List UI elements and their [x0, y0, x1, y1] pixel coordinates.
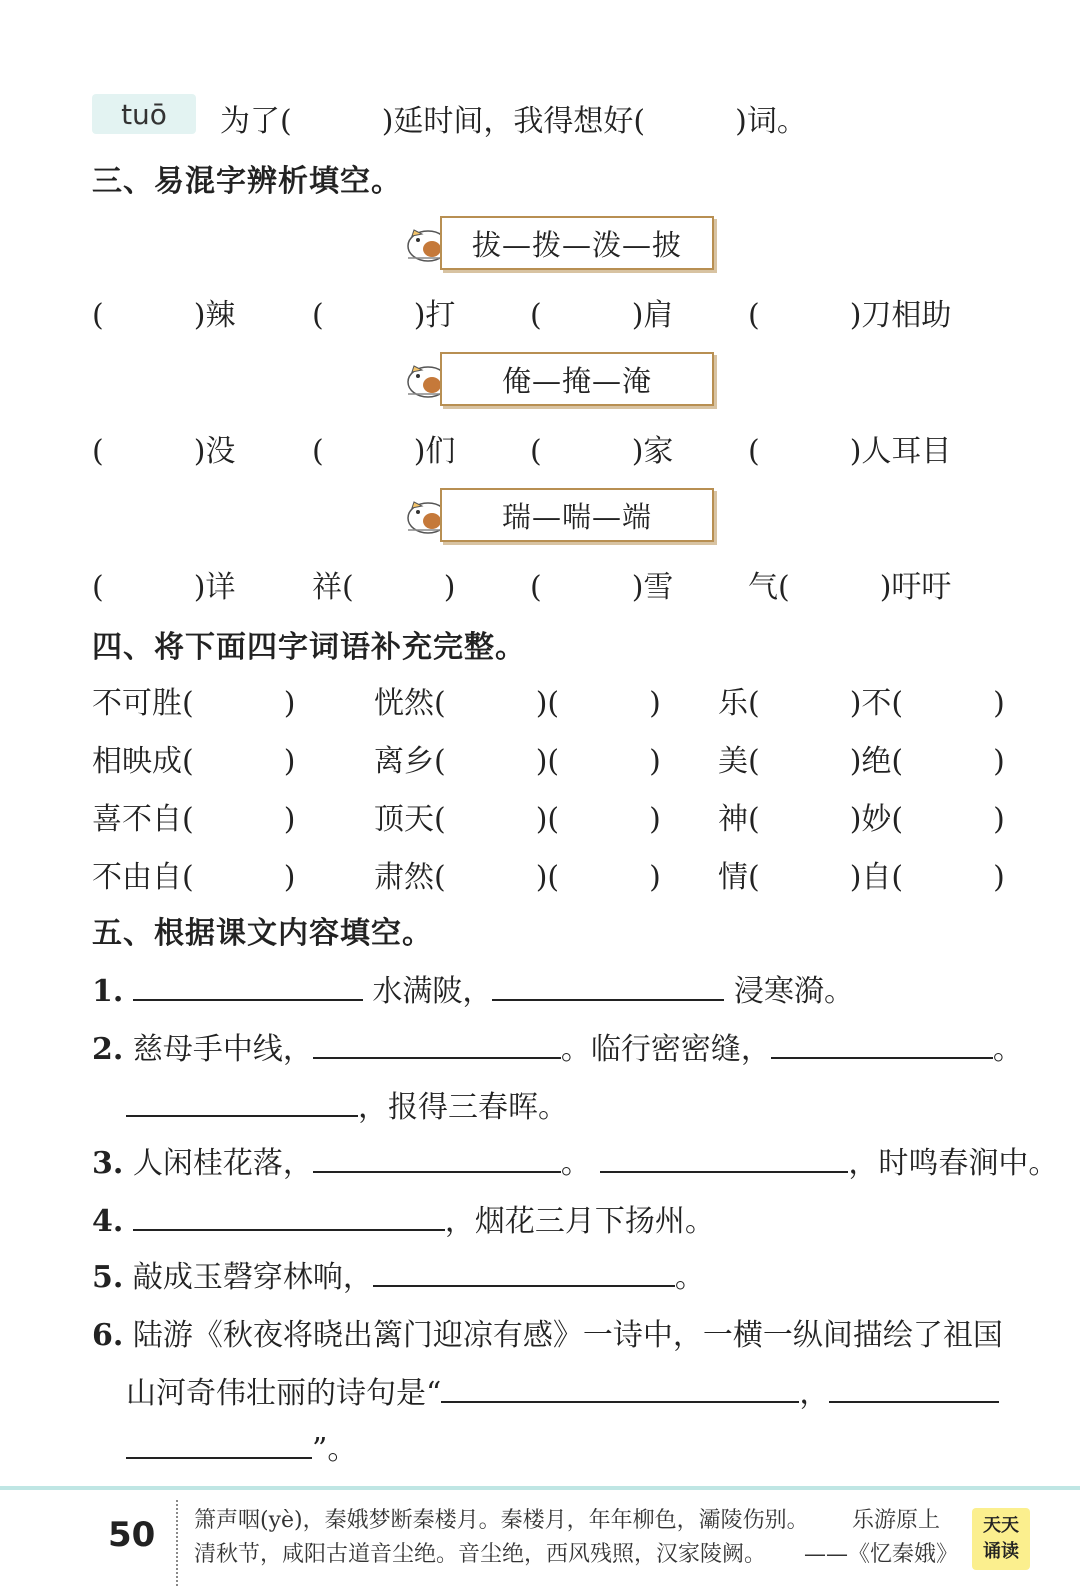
idiom-item: 离乡( )( ): [374, 744, 661, 779]
fill-item: ( )辣: [92, 298, 236, 333]
poem-line-2: 清秋节，咸阳古道音尘绝。音尘绝，西风残照，汉家陵阙。: [194, 1542, 767, 1567]
page-number: 50: [108, 1515, 156, 1555]
fill-item: ( )详: [92, 570, 236, 605]
answer-blank[interactable]: [829, 1371, 999, 1403]
question-6-cont2: [126, 1424, 357, 1468]
question-text: 陆游《秋夜将晓出篱门迎凉有感》一诗中，一横一纵间描绘了祖国: [132, 1318, 1003, 1353]
answer-blank[interactable]: [492, 969, 724, 1001]
answer-blank[interactable]: [313, 1141, 561, 1173]
section-3-title: 三、易混字辨析填空。: [92, 164, 402, 199]
question-5: [92, 1252, 705, 1296]
idiom-item: 乐( )不( ): [718, 686, 1005, 721]
question-text: 。临行密密缝，: [560, 1032, 771, 1067]
fill-item: ( )没: [92, 434, 236, 469]
answer-blank[interactable]: [126, 1085, 358, 1117]
question-3: [92, 1138, 1058, 1182]
question-text: ，: [799, 1376, 830, 1411]
question-2-cont: [126, 1082, 568, 1126]
question-4: [92, 1196, 715, 1240]
question-text: 。: [992, 1032, 1023, 1067]
fill-item: ( )打: [312, 298, 456, 333]
answer-blank[interactable]: [771, 1027, 993, 1059]
question-number: 4.: [92, 1204, 124, 1239]
fill-sentence: 为了( )延时间，我得想好( )词。: [220, 104, 807, 139]
daily-reading-badge: [972, 1508, 1030, 1570]
question-text: 。: [560, 1146, 591, 1181]
idiom-item: 神( )妙( ): [718, 802, 1005, 837]
badge-line-2: 诵读: [983, 1541, 1019, 1562]
poem-title: ——《忆秦娥》: [804, 1542, 959, 1567]
question-2: [92, 1024, 1023, 1068]
char-group-label-2: 俺—掩—淹: [440, 352, 714, 406]
answer-blank[interactable]: [373, 1255, 675, 1287]
question-text: ”。: [312, 1432, 358, 1467]
idiom-item: 恍然( )( ): [374, 686, 661, 721]
idiom-item: 喜不自( ): [92, 802, 296, 837]
fill-item: ( )家: [530, 434, 674, 469]
question-text: 慈母手中线，: [132, 1032, 313, 1067]
badge-line-1: 天天: [983, 1515, 1019, 1536]
fill-item: ( )刀相助: [748, 298, 952, 333]
question-text: 人闲桂花落，: [132, 1146, 313, 1181]
question-text: ，报得三春晖。: [358, 1090, 568, 1125]
question-text: 敲成玉磬穿林响，: [132, 1260, 373, 1295]
idiom-item: 情( )自( ): [718, 860, 1005, 895]
idiom-item: 不由自( ): [92, 860, 296, 895]
char-group-label-3: 瑞—喘—端: [440, 488, 714, 542]
fill-item: ( )们: [312, 434, 456, 469]
question-text: 山河奇伟壮丽的诗句是“: [126, 1376, 442, 1411]
answer-blank[interactable]: [133, 1199, 445, 1231]
question-number: 1.: [92, 974, 124, 1009]
answer-blank[interactable]: [441, 1371, 799, 1403]
answer-blank[interactable]: [133, 969, 363, 1001]
answer-blank[interactable]: [313, 1027, 561, 1059]
poem-line-1: 箫声咽(yè)，秦娥梦断秦楼月。秦楼月，年年柳色，灞陵伤别。: [194, 1508, 809, 1533]
fill-item: 祥( ): [312, 570, 456, 605]
fill-item: 气( )吁吁: [748, 570, 952, 605]
question-text: ，时鸣春涧中。: [848, 1146, 1059, 1181]
section-4-title: 四、将下面四字词语补充完整。: [92, 630, 526, 665]
question-text: 水满陂，: [372, 974, 493, 1009]
idiom-item: 美( )绝( ): [718, 744, 1005, 779]
question-text: ，烟花三月下扬州。: [444, 1204, 715, 1239]
answer-blank[interactable]: [600, 1141, 848, 1173]
pinyin-box: tuō: [92, 94, 196, 134]
idiom-item: 不可胜( ): [92, 686, 296, 721]
question-1: [92, 966, 854, 1010]
idiom-item: 顶天( )( ): [374, 802, 661, 837]
idiom-item: 肃然( )( ): [374, 860, 661, 895]
question-number: 6.: [92, 1318, 124, 1353]
char-group-label-1: 拔—拨—泼—披: [440, 216, 714, 270]
footer-rule: [0, 1486, 1080, 1490]
section-5-title: 五、根据课文内容填空。: [92, 916, 433, 951]
fill-item: ( )肩: [530, 298, 674, 333]
footer-divider: [176, 1500, 178, 1586]
question-6: [92, 1310, 1003, 1354]
poem-right-1: 乐游原上: [852, 1508, 941, 1533]
question-number: 5.: [92, 1260, 124, 1295]
question-6-cont: [126, 1368, 999, 1412]
question-text: 浸寒漪。: [733, 974, 854, 1009]
fill-item: ( )雪: [530, 570, 674, 605]
question-text: 。: [674, 1260, 705, 1295]
answer-blank[interactable]: [126, 1427, 312, 1459]
idiom-item: 相映成( ): [92, 744, 296, 779]
question-number: 3.: [92, 1146, 124, 1181]
fill-item: ( )人耳目: [748, 434, 952, 469]
question-number: 2.: [92, 1032, 124, 1067]
